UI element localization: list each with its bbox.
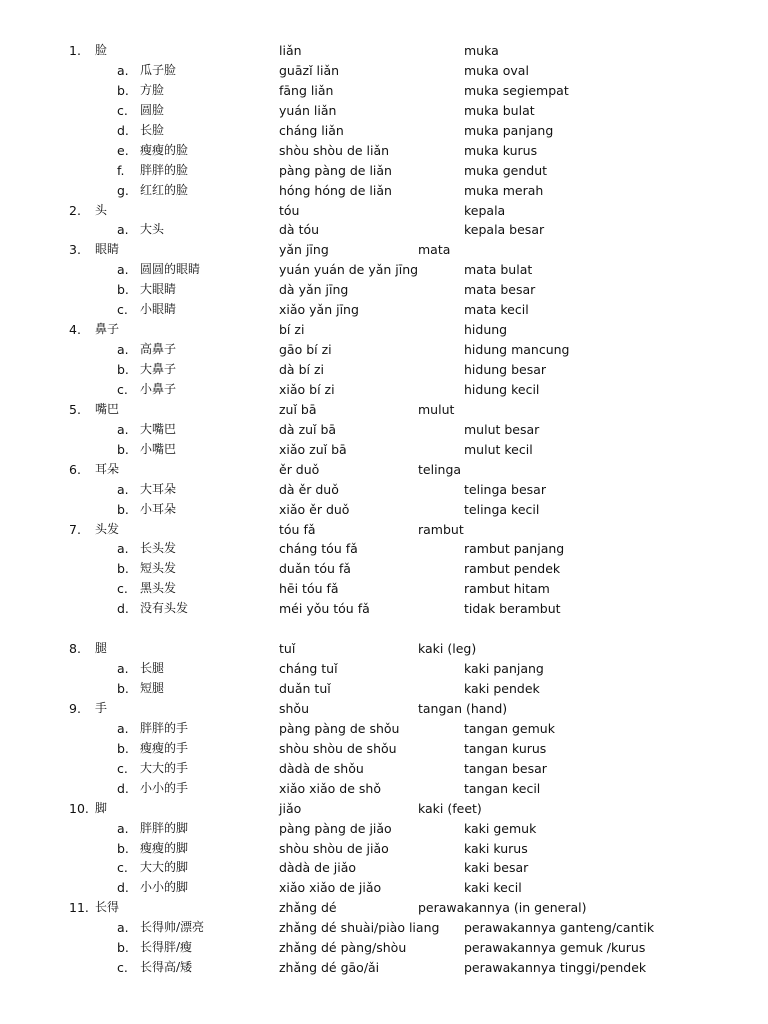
subitem-meaning: kaki pendek [464, 681, 540, 696]
subitem-meaning: muka merah [464, 182, 544, 198]
subitem-meaning: rambut panjang [464, 541, 565, 557]
subitem-hanzi: 瘦瘦的手 [140, 740, 189, 755]
subitem-hanzi: 短头发 [140, 561, 177, 576]
item-pinyin: tóu fǎ [279, 521, 316, 537]
subitem-meaning: tangan kurus [464, 740, 547, 756]
subitem-hanzi: 长脸 [140, 122, 165, 137]
item-pinyin: jiǎo [279, 800, 302, 816]
item-meaning: kepala [464, 202, 506, 218]
vocab-subitem [0, 161, 768, 181]
subitem-hanzi: 红红的脸 [140, 182, 189, 197]
subitem-letter: b. [117, 82, 129, 98]
item-number: 2. [69, 202, 81, 218]
subitem-pinyin: xiǎo xiǎo de jiǎo [279, 880, 382, 896]
subitem-hanzi: 瓜子脸 [140, 62, 177, 77]
item-number: 8. [69, 641, 81, 657]
subitem-pinyin: zhǎng dé shuài/piào liang [279, 920, 440, 936]
item-hanzi: 脸 [95, 43, 108, 57]
subitem-letter: b. [117, 362, 129, 377]
item-meaning: mata [418, 242, 451, 258]
item-pinyin: zhǎng dé [279, 900, 337, 916]
item-pinyin: liǎn [279, 43, 302, 58]
vocab-subitem [0, 839, 768, 859]
subitem-pinyin: yuán yuán de yǎn jīng [279, 262, 419, 278]
vocab-subitem [0, 539, 768, 559]
subitem-pinyin: fāng liǎn [279, 82, 334, 98]
item-meaning: muka [464, 43, 499, 58]
item-number: 10. [69, 800, 89, 816]
subitem-pinyin: dà ěr duǒ [279, 481, 339, 497]
subitem-pinyin: yuán liǎn [279, 102, 337, 118]
item-hanzi: 头 [95, 202, 108, 217]
item-hanzi: 长得 [95, 900, 120, 915]
vocab-subitem [0, 440, 768, 460]
subitem-pinyin: dà bí zi [279, 362, 324, 377]
vocab-subitem [0, 181, 768, 201]
subitem-pinyin: xiǎo xiǎo de shǒ [279, 780, 381, 796]
vocabulary-list [0, 41, 768, 978]
subitem-letter: c. [117, 581, 128, 597]
subitem-hanzi: 瘦瘦的脚 [140, 840, 189, 855]
item-hanzi: 脚 [95, 800, 108, 815]
vocab-item [0, 240, 768, 260]
subitem-meaning: tangan gemuk [464, 720, 555, 736]
subitem-meaning: hidung mancung [464, 342, 570, 358]
subitem-hanzi: 长头发 [140, 541, 177, 556]
subitem-meaning: kaki kecil [464, 880, 522, 896]
vocab-item [0, 460, 768, 480]
subitem-meaning: tidak berambut [464, 601, 561, 617]
item-pinyin: zuǐ bā [279, 401, 317, 417]
subitem-hanzi: 圆圆的眼睛 [140, 262, 201, 277]
vocab-subitem [0, 340, 768, 360]
subitem-pinyin: duǎn tuǐ [279, 681, 331, 696]
vocab-item [0, 520, 768, 540]
subitem-letter: b. [117, 561, 129, 577]
subitem-pinyin: zhǎng dé gāo/ǎi [279, 960, 380, 976]
item-pinyin: shǒu [279, 700, 310, 716]
vocab-subitem [0, 220, 768, 240]
item-number: 3. [69, 242, 81, 258]
subitem-pinyin: xiǎo yǎn jīng [279, 302, 359, 318]
item-hanzi: 鼻子 [95, 322, 120, 337]
item-hanzi: 手 [95, 700, 108, 715]
subitem-meaning: kaki besar [464, 860, 529, 876]
item-meaning: hidung [464, 322, 508, 338]
subitem-letter: c. [117, 760, 128, 776]
subitem-pinyin: shòu shòu de jiǎo [279, 840, 389, 856]
vocab-item [0, 898, 768, 918]
item-meaning: kaki (feet) [418, 800, 482, 816]
subitem-hanzi: 方脸 [140, 82, 165, 97]
vocab-subitem [0, 500, 768, 520]
vocab-subitem [0, 81, 768, 101]
vocab-item [0, 41, 768, 61]
subitem-hanzi: 大鼻子 [140, 362, 177, 376]
vocab-subitem [0, 579, 768, 599]
vocab-subitem [0, 779, 768, 799]
subitem-letter: a. [117, 541, 129, 557]
subitem-meaning: muka bulat [464, 102, 535, 118]
subitem-pinyin: shòu shòu de liǎn [279, 142, 390, 158]
vocab-subitem [0, 121, 768, 141]
vocab-subitem [0, 759, 768, 779]
vocab-subitem [0, 739, 768, 759]
vocab-subitem [0, 679, 768, 699]
subitem-letter: b. [117, 940, 129, 956]
subitem-hanzi: 大大的脚 [140, 860, 189, 875]
subitem-letter: c. [117, 381, 128, 397]
vocab-subitem [0, 878, 768, 898]
vocab-subitem [0, 420, 768, 440]
subitem-pinyin: hóng hóng de liǎn [279, 182, 392, 198]
subitem-hanzi: 黑头发 [140, 581, 177, 596]
item-hanzi: 腿 [95, 641, 108, 656]
subitem-pinyin: cháng tóu fǎ [279, 541, 358, 557]
vocab-item [0, 201, 768, 221]
subitem-letter: a. [117, 820, 129, 836]
vocab-subitem [0, 61, 768, 81]
subitem-meaning: hidung besar [464, 362, 547, 377]
vocab-subitem [0, 858, 768, 878]
item-pinyin: ěr duǒ [279, 461, 320, 477]
vocab-subitem [0, 918, 768, 938]
subitem-meaning: hidung kecil [464, 381, 540, 397]
subitem-letter: f. [117, 162, 125, 178]
subitem-pinyin: pàng pàng de shǒu [279, 720, 400, 736]
subitem-letter: b. [117, 840, 129, 856]
subitem-meaning: mata besar [464, 282, 536, 298]
subitem-meaning: muka oval [464, 62, 529, 78]
subitem-meaning: kepala besar [464, 222, 545, 238]
subitem-hanzi: 胖胖的脚 [140, 820, 189, 835]
subitem-meaning: mulut kecil [464, 441, 533, 457]
vocab-item [0, 639, 768, 659]
item-meaning: rambut [418, 521, 464, 537]
item-number: 5. [69, 401, 81, 417]
item-hanzi: 头发 [95, 521, 120, 536]
subitem-hanzi: 大嘴巴 [140, 421, 177, 436]
subitem-hanzi: 长得胖/瘦 [140, 940, 193, 955]
subitem-hanzi: 小眼睛 [140, 302, 177, 317]
item-meaning: perawakannya (in general) [418, 900, 587, 916]
subitem-letter: d. [117, 601, 129, 617]
subitem-hanzi: 大眼睛 [140, 282, 177, 297]
subitem-meaning: muka kurus [464, 142, 538, 158]
subitem-letter: a. [117, 222, 129, 238]
item-hanzi: 耳朵 [95, 461, 120, 476]
vocab-item [0, 799, 768, 819]
item-number: 6. [69, 461, 81, 477]
vocab-subitem [0, 141, 768, 161]
item-number: 7. [69, 521, 81, 537]
subitem-meaning: mata kecil [464, 302, 529, 318]
subitem-hanzi: 长得高/矮 [140, 960, 193, 975]
subitem-pinyin: cháng tuǐ [279, 661, 338, 677]
subitem-letter: c. [117, 860, 128, 876]
subitem-meaning: perawakannya tinggi/pendek [464, 960, 647, 976]
subitem-meaning: telinga kecil [464, 501, 540, 517]
subitem-letter: b. [117, 441, 129, 457]
subitem-pinyin: méi yǒu tóu fǎ [279, 601, 370, 617]
subitem-letter: d. [117, 880, 129, 896]
subitem-letter: a. [117, 62, 129, 78]
subitem-hanzi: 高鼻子 [140, 342, 177, 357]
subitem-pinyin: xiǎo ěr duǒ [279, 501, 350, 517]
subitem-meaning: tangan kecil [464, 780, 541, 796]
subitem-hanzi: 大耳朵 [140, 481, 177, 496]
item-meaning: telinga [418, 461, 462, 477]
vocab-subitem [0, 480, 768, 500]
subitem-pinyin: duǎn tóu fǎ [279, 561, 351, 577]
item-hanzi: 嘴巴 [95, 401, 120, 416]
subitem-pinyin: xiǎo zuǐ bā [279, 441, 347, 457]
subitem-pinyin: dà zuǐ bā [279, 421, 337, 437]
subitem-letter: b. [117, 740, 129, 756]
vocab-subitem [0, 101, 768, 121]
subitem-hanzi: 长得帅/漂亮 [140, 920, 205, 935]
subitem-hanzi: 胖胖的手 [140, 720, 189, 735]
item-pinyin: bí zi [279, 322, 305, 338]
subitem-hanzi: 小耳朵 [140, 501, 177, 516]
vocab-subitem [0, 719, 768, 739]
subitem-pinyin: dà tóu [279, 222, 320, 238]
subitem-letter: d. [117, 780, 129, 796]
vocab-subitem [0, 380, 768, 400]
subitem-letter: c. [117, 102, 128, 118]
subitem-pinyin: xiǎo bí zi [279, 381, 335, 397]
item-hanzi: 眼睛 [95, 242, 120, 257]
subitem-pinyin: gāo bí zi [279, 342, 332, 358]
vocab-subitem [0, 958, 768, 978]
vocab-subitem [0, 819, 768, 839]
vocab-item [0, 400, 768, 420]
subitem-pinyin: guāzǐ liǎn [279, 62, 340, 78]
subitem-letter: a. [117, 262, 129, 278]
subitem-letter: g. [117, 182, 129, 198]
subitem-letter: a. [117, 720, 129, 736]
subitem-letter: c. [117, 302, 128, 318]
item-pinyin: tóu [279, 202, 300, 218]
item-meaning: tangan (hand) [418, 700, 508, 716]
subitem-meaning: tangan besar [464, 760, 547, 776]
subitem-hanzi: 胖胖的脸 [140, 162, 189, 177]
item-number: 9. [69, 700, 81, 716]
subitem-letter: d. [117, 122, 129, 138]
subitem-hanzi: 小嘴巴 [140, 441, 177, 456]
subitem-pinyin: hēi tóu fǎ [279, 581, 339, 597]
subitem-letter: c. [117, 960, 128, 976]
subitem-meaning: kaki kurus [464, 840, 528, 856]
subitem-hanzi: 大大的手 [140, 760, 189, 775]
subitem-letter: b. [117, 282, 129, 298]
subitem-letter: b. [117, 501, 129, 517]
subitem-meaning: muka segiempat [464, 82, 569, 98]
item-number: 4. [69, 322, 81, 338]
subitem-meaning: perawakannya ganteng/cantik [464, 920, 655, 936]
subitem-hanzi: 没有头发 [140, 601, 189, 616]
subitem-meaning: telinga besar [464, 481, 546, 497]
subitem-meaning: mulut besar [464, 421, 540, 437]
subitem-hanzi: 短腿 [140, 681, 165, 695]
subitem-pinyin: shòu shòu de shǒu [279, 740, 397, 756]
subitem-letter: a. [117, 342, 129, 358]
subitem-meaning: rambut pendek [464, 561, 561, 577]
vocab-subitem [0, 260, 768, 280]
vocab-item [0, 320, 768, 340]
subitem-hanzi: 小鼻子 [140, 381, 177, 396]
subitem-pinyin: dàdà de shǒu [279, 760, 364, 776]
vocab-subitem [0, 559, 768, 579]
subitem-letter: a. [117, 481, 129, 497]
subitem-meaning: kaki panjang [464, 661, 544, 677]
subitem-meaning: muka gendut [464, 162, 548, 178]
vocab-subitem [0, 599, 768, 619]
item-pinyin: tuǐ [279, 641, 296, 657]
subitem-meaning: muka panjang [464, 122, 554, 138]
subitem-pinyin: pàng pàng de jiǎo [279, 820, 392, 836]
subitem-pinyin: zhǎng dé pàng/shòu [279, 940, 407, 956]
item-pinyin: yǎn jīng [279, 242, 329, 258]
subitem-pinyin: dàdà de jiǎo [279, 860, 357, 876]
item-number: 11. [69, 900, 89, 916]
subitem-hanzi: 大头 [140, 222, 165, 237]
subitem-meaning: rambut hitam [464, 581, 550, 597]
subitem-hanzi: 小小的脚 [140, 880, 189, 895]
vocab-subitem [0, 300, 768, 320]
subitem-letter: b. [117, 681, 129, 696]
item-meaning: kaki (leg) [418, 641, 477, 657]
subitem-letter: e. [117, 142, 129, 158]
subitem-pinyin: dà yǎn jīng [279, 282, 349, 298]
subitem-hanzi: 小小的手 [140, 780, 189, 795]
subitem-meaning: perawakannya gemuk /kurus [464, 940, 646, 956]
subitem-pinyin: pàng pàng de liǎn [279, 162, 392, 178]
subitem-hanzi: 圆脸 [140, 102, 165, 117]
subitem-letter: a. [117, 920, 129, 936]
subitem-meaning: mata bulat [464, 262, 533, 278]
item-meaning: mulut [418, 401, 455, 417]
subitem-meaning: kaki gemuk [464, 820, 537, 836]
vocab-subitem [0, 360, 768, 380]
item-number: 1. [69, 43, 81, 58]
subitem-hanzi: 长腿 [140, 661, 165, 676]
subitem-letter: a. [117, 661, 129, 677]
subitem-pinyin: cháng liǎn [279, 122, 344, 138]
vocab-subitem [0, 280, 768, 300]
vocab-subitem [0, 938, 768, 958]
vocab-item [0, 699, 768, 719]
subitem-hanzi: 瘦瘦的脸 [140, 142, 189, 157]
vocab-subitem [0, 659, 768, 679]
subitem-letter: a. [117, 421, 129, 437]
